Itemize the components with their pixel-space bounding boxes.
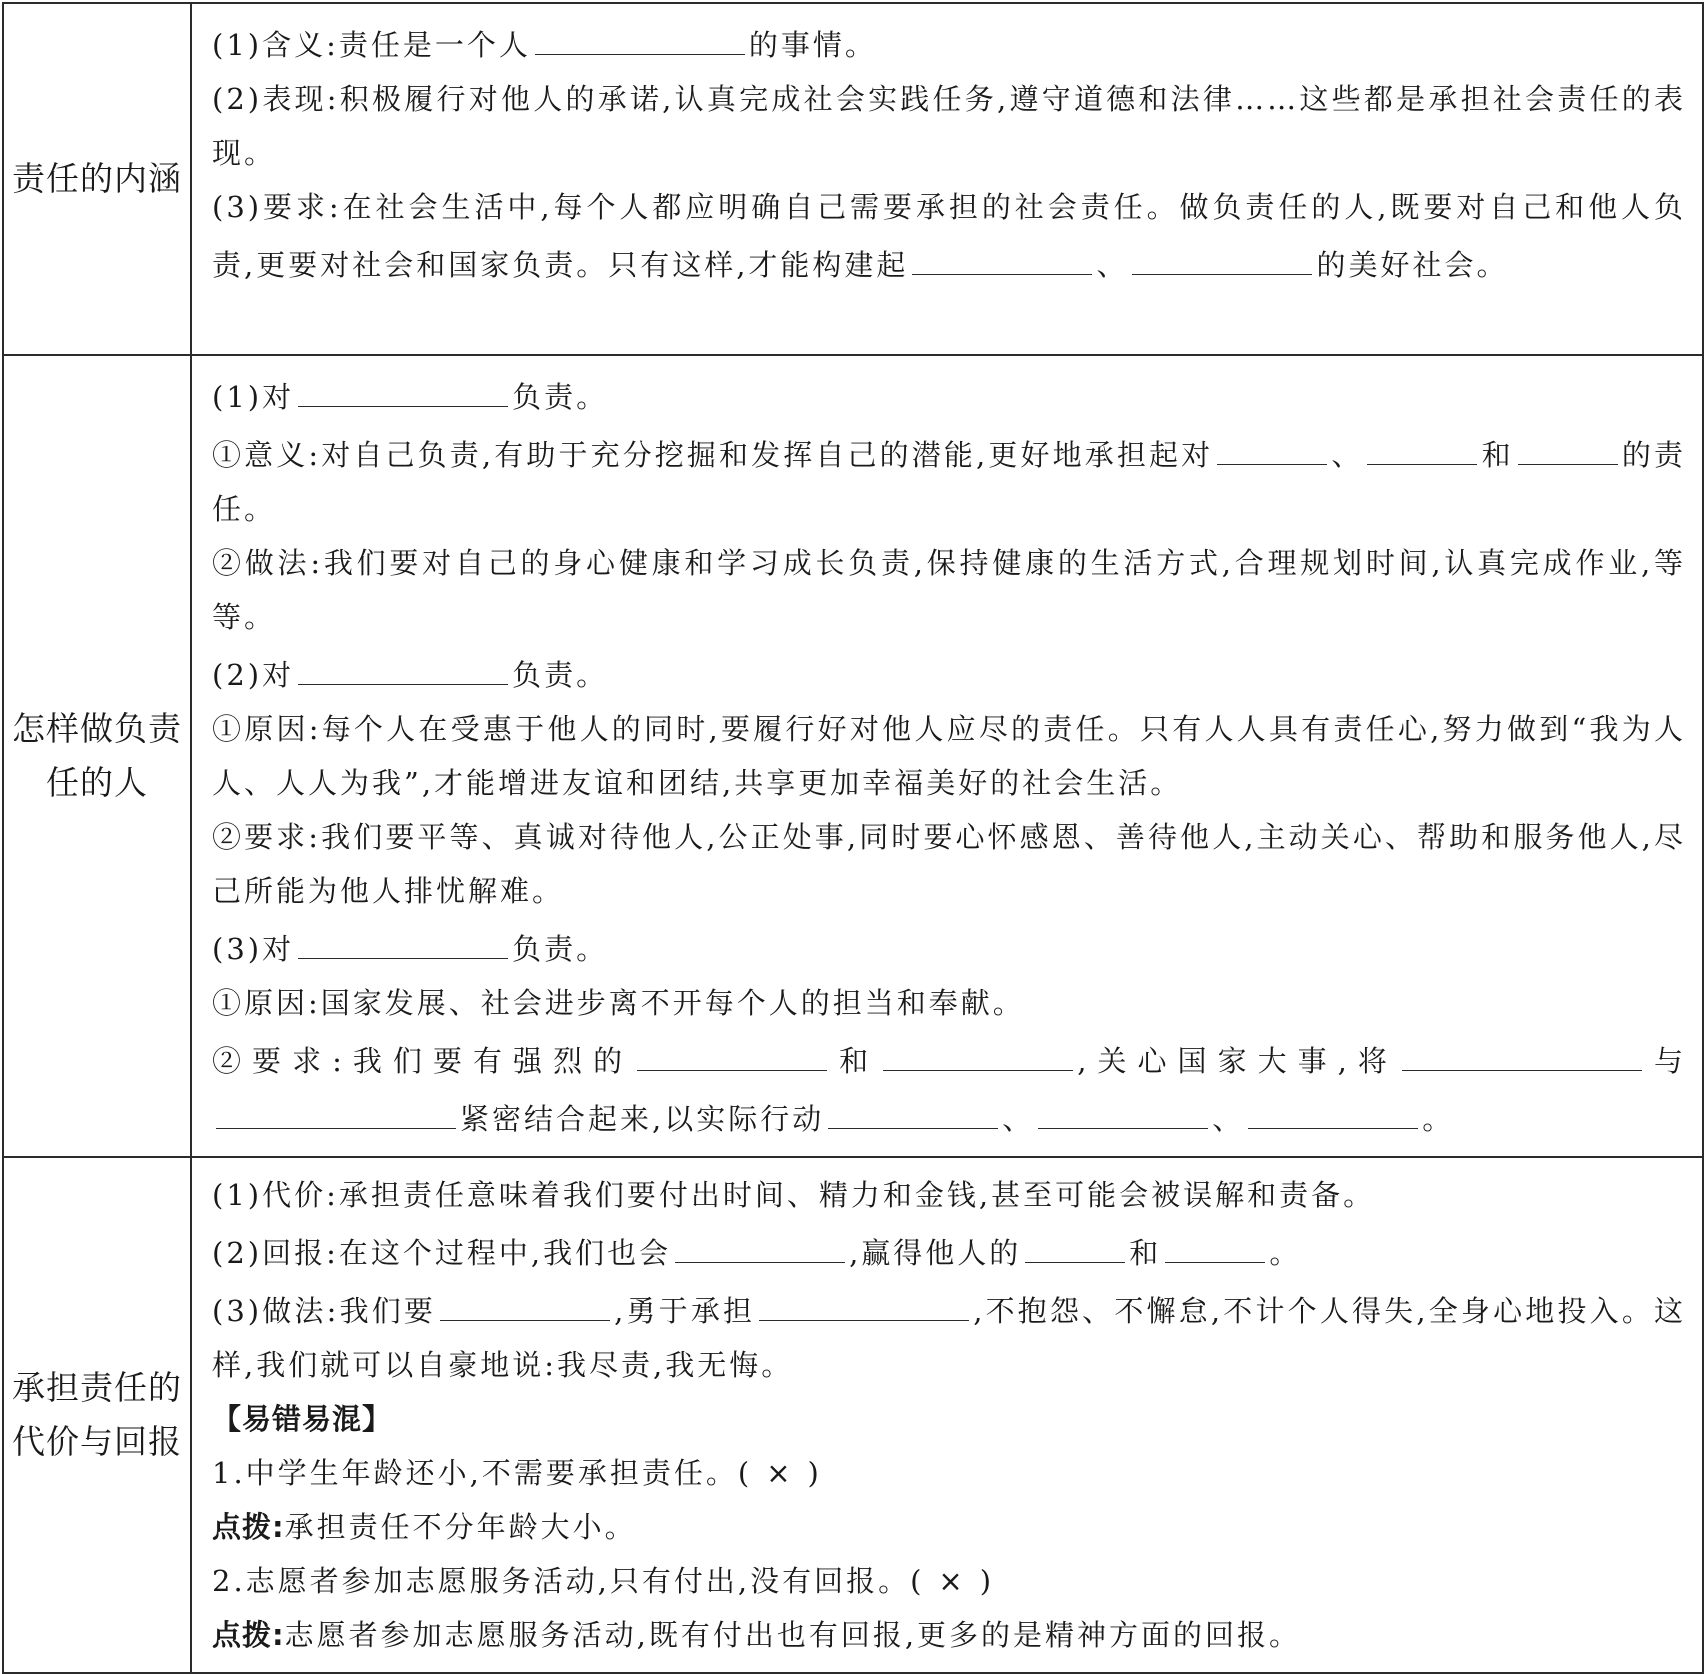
row-content bbox=[191, 355, 1703, 1157]
method-paragraph: (3)做法:我们要 ,勇于承担 ,不抱怨、不懈怠,不计个人得失,全身心地投入。这样,我们就可以自豪地说:我尽责,我无悔。 bbox=[212, 1280, 1686, 1392]
table-row bbox=[3, 355, 1703, 1157]
row-topic: 怎样做负责任的人 bbox=[3, 355, 191, 1157]
fill-blank[interactable] bbox=[675, 1222, 845, 1263]
fill-blank[interactable] bbox=[535, 14, 745, 55]
method-paragraph: ②做法:我们要对自己的身心健康和学习成长负责,保持健康的生活方式,合理规划时间,认真完成作业,等等。 bbox=[212, 546, 1686, 634]
row-topic: 承担责任的代价与回报 bbox=[3, 1157, 191, 1673]
knowledge-table bbox=[2, 2, 1704, 1674]
row-content bbox=[191, 3, 1703, 355]
fill-blank[interactable] bbox=[216, 1088, 456, 1129]
meaning-line: (1)含义:责任是一个人 的事情。 bbox=[212, 14, 1686, 72]
fill-blank[interactable] bbox=[298, 644, 508, 685]
reason-paragraph: ①原因:国家发展、社会进步离不开每个人的担当和奉献。 bbox=[212, 986, 1025, 1020]
confuse-title: 【易错易混】 bbox=[212, 1402, 393, 1436]
requirement-paragraph: ②要求:我们要平等、真诚对待他人,公正处事,同时要心怀感恩、善待他人,主动关心、帮助和服务他人,尽己所能为他人排忧解难。 bbox=[212, 820, 1686, 908]
hint-1: 点拨:承担责任不分年龄大小。 bbox=[212, 1510, 637, 1544]
fill-blank[interactable] bbox=[1165, 1222, 1265, 1263]
row-content bbox=[191, 1157, 1703, 1673]
section-heading: (2)对 负责。 bbox=[212, 644, 1686, 702]
section-heading: (1)对 负责。 bbox=[212, 366, 1686, 424]
fill-blank[interactable] bbox=[298, 366, 508, 407]
fill-blank[interactable] bbox=[1367, 424, 1477, 465]
cost-line: (1)代价:承担责任意味着我们要付出时间、精力和金钱,甚至可能会被误解和责备。 bbox=[212, 1178, 1376, 1212]
question-1: 1.中学生年龄还小,不需要承担责任。( × ) bbox=[212, 1456, 822, 1490]
table-row bbox=[3, 3, 1703, 355]
fill-blank[interactable] bbox=[1025, 1222, 1125, 1263]
fill-blank[interactable] bbox=[1217, 424, 1327, 465]
requirement-paragraph: (3)要求:在社会生活中,每个人都应明确自己需要承担的社会责任。做负责任的人,既要对自己和他人负责,更要对社会和国家负责。只有这样,才能构建起 、 的美好社会。 bbox=[212, 190, 1686, 282]
fill-blank[interactable] bbox=[912, 234, 1092, 275]
fill-blank[interactable] bbox=[1248, 1088, 1418, 1129]
fill-blank[interactable] bbox=[1038, 1088, 1208, 1129]
fill-blank[interactable] bbox=[298, 918, 508, 959]
meaning-paragraph: ①意义:对自己负责,有助于充分挖掘和发挥自己的潜能,更好地承担起对 、 和 的责任。 bbox=[212, 424, 1686, 536]
cross-mark-icon: × bbox=[766, 1456, 794, 1490]
hint-label: 点拨: bbox=[212, 1510, 285, 1544]
fill-blank[interactable] bbox=[1402, 1030, 1642, 1071]
fill-blank[interactable] bbox=[440, 1280, 610, 1321]
reason-paragraph: ①原因:每个人在受惠于他人的同时,要履行好对他人应尽的责任。只有人人具有责任心,努力做到“我为人人、人人为我”,才能增进友谊和团结,共享更加幸福美好的社会生活。 bbox=[212, 712, 1686, 800]
fill-blank[interactable] bbox=[1518, 424, 1618, 465]
section-heading: (3)对 负责。 bbox=[212, 918, 1686, 976]
cross-mark-icon: × bbox=[938, 1564, 966, 1598]
fill-blank[interactable] bbox=[828, 1088, 998, 1129]
row-topic: 责任的内涵 bbox=[3, 3, 191, 355]
hint-2: 点拨:志愿者参加志愿服务活动,既有付出也有回报,更多的是精神方面的回报。 bbox=[212, 1618, 1302, 1652]
manifest-paragraph: (2)表现:积极履行对他人的承诺,认真完成社会实践任务,遵守道德和法律……这些都是承担社会责任的表现。 bbox=[212, 82, 1686, 170]
reward-line: (2)回报:在这个过程中,我们也会 ,赢得他人的 和 。 bbox=[212, 1222, 1686, 1280]
hint-label: 点拨: bbox=[212, 1618, 285, 1652]
fill-blank[interactable] bbox=[883, 1030, 1073, 1071]
requirement-paragraph: ②要求:我们要有强烈的 和 ,关心国家大事,将 与紧密结合起来,以实际行动 、 、 。 bbox=[212, 1030, 1686, 1146]
fill-blank[interactable] bbox=[759, 1280, 969, 1321]
question-2: 2.志愿者参加志愿服务活动,只有付出,没有回报。( × ) bbox=[212, 1564, 995, 1598]
fill-blank[interactable] bbox=[637, 1030, 827, 1071]
fill-blank[interactable] bbox=[1132, 234, 1312, 275]
table-row bbox=[3, 1157, 1703, 1673]
